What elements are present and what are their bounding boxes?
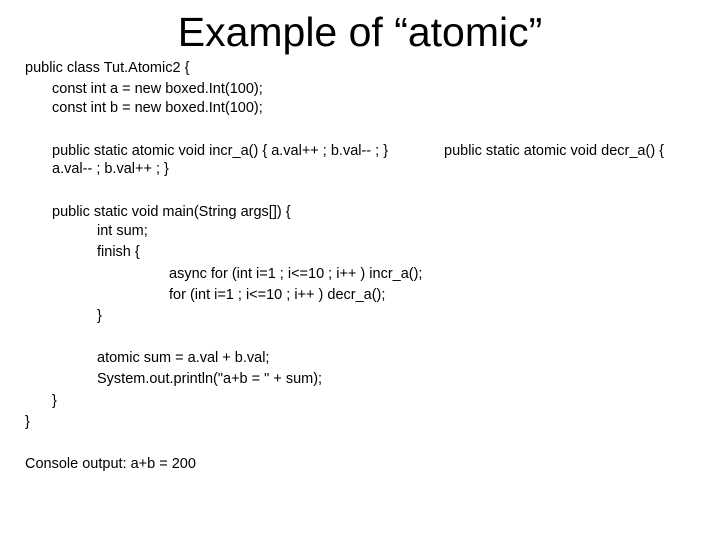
code-line-field-a: const int a = new boxed.Int(100); bbox=[52, 81, 263, 97]
slide-title: Example of “atomic” bbox=[177, 9, 543, 55]
code-line-main-decl: public static void main(String args[]) { bbox=[52, 204, 291, 220]
code-line-sync-loop: for (int i=1 ; i<=10 ; i++ ) decr_a(); bbox=[169, 287, 386, 303]
code-line-field-b: const int b = new boxed.Int(100); bbox=[52, 100, 263, 116]
code-line-main-close: } bbox=[52, 393, 57, 409]
console-output: Console output: a+b = 200 bbox=[25, 456, 196, 472]
code-line-sum-decl: int sum; bbox=[97, 223, 148, 239]
code-line-finish-close: } bbox=[97, 308, 102, 324]
code-line-finish: finish { bbox=[97, 244, 140, 260]
code-line-decr-method: public static atomic void decr_a() { bbox=[444, 143, 665, 159]
code-line-incr-method: public static atomic void incr_a() { a.val++ ; b.val-- ; } bbox=[52, 143, 389, 159]
code-line-atomic-sum: atomic sum = a.val + b.val; bbox=[97, 350, 270, 366]
code-line-class-decl: public class Tut.Atomic2 { bbox=[25, 60, 190, 76]
code-line-class-close: } bbox=[25, 414, 30, 430]
code-line-async-loop: async for (int i=1 ; i<=10 ; i++ ) incr_a(); bbox=[169, 266, 423, 282]
code-line-decr-body: a.val-- ; b.val++ ; } bbox=[52, 161, 169, 177]
code-line-println: System.out.println("a+b = " + sum); bbox=[97, 371, 323, 387]
